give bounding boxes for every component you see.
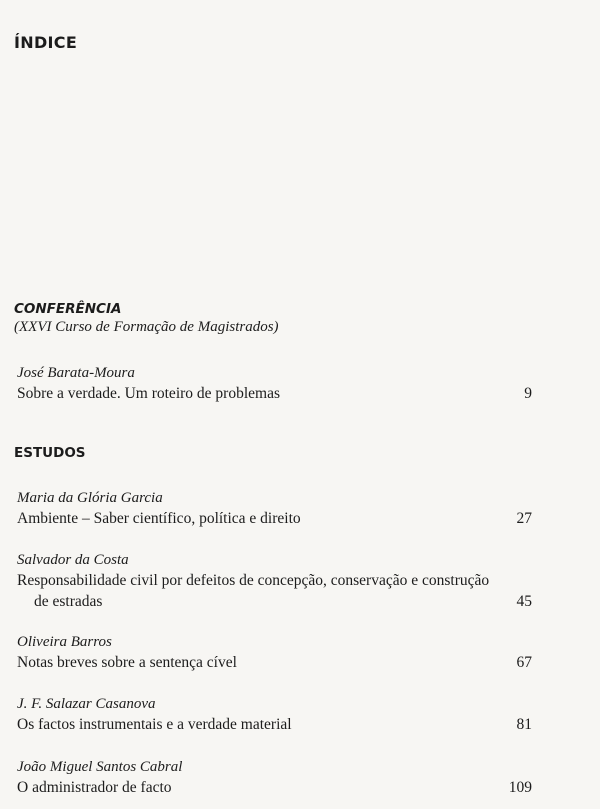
entry-title: Notas breves sobre a sentença cível bbox=[17, 654, 237, 671]
page-title: ÍNDICE bbox=[14, 33, 78, 52]
entry-page-number: 81 bbox=[516, 716, 532, 733]
toc-entry bbox=[17, 694, 532, 735]
entry-author: J. F. Salazar Casanova bbox=[17, 696, 156, 712]
entry-page-number: 9 bbox=[524, 385, 532, 402]
entry-title: O administrador de facto bbox=[17, 779, 172, 796]
entry-author: Oliveira Barros bbox=[17, 634, 112, 650]
entry-title: Ambiente – Saber científico, política e direito bbox=[17, 510, 301, 527]
entry-author: João Miguel Santos Cabral bbox=[17, 759, 183, 775]
entry-page-number: 67 bbox=[516, 654, 532, 671]
entry-author: José Barata-Moura bbox=[17, 365, 135, 381]
toc-entry bbox=[17, 363, 532, 404]
toc-entry bbox=[17, 632, 532, 673]
toc-entry bbox=[17, 488, 532, 529]
entry-title: Responsabilidade civil por defeitos de concepção, conservação e construção de estradas bbox=[17, 572, 490, 610]
entry-title: Sobre a verdade. Um roteiro de problemas bbox=[17, 385, 280, 402]
entry-author: Salvador da Costa bbox=[17, 552, 129, 568]
entry-title: Os factos instrumentais e a verdade material bbox=[17, 716, 292, 733]
toc-entry bbox=[17, 757, 532, 798]
toc-entry bbox=[17, 550, 532, 612]
section-heading-conferencia: CONFERÊNCIA bbox=[14, 301, 122, 317]
entry-page-number: 109 bbox=[508, 779, 532, 796]
section-subtitle: (XXVI Curso de Formação de Magistrados) bbox=[14, 319, 279, 335]
section-heading-estudos: ESTUDOS bbox=[14, 445, 86, 461]
entry-author: Maria da Glória Garcia bbox=[17, 490, 163, 506]
entry-page-number: 27 bbox=[516, 510, 532, 527]
entry-page-number: 45 bbox=[516, 593, 532, 610]
